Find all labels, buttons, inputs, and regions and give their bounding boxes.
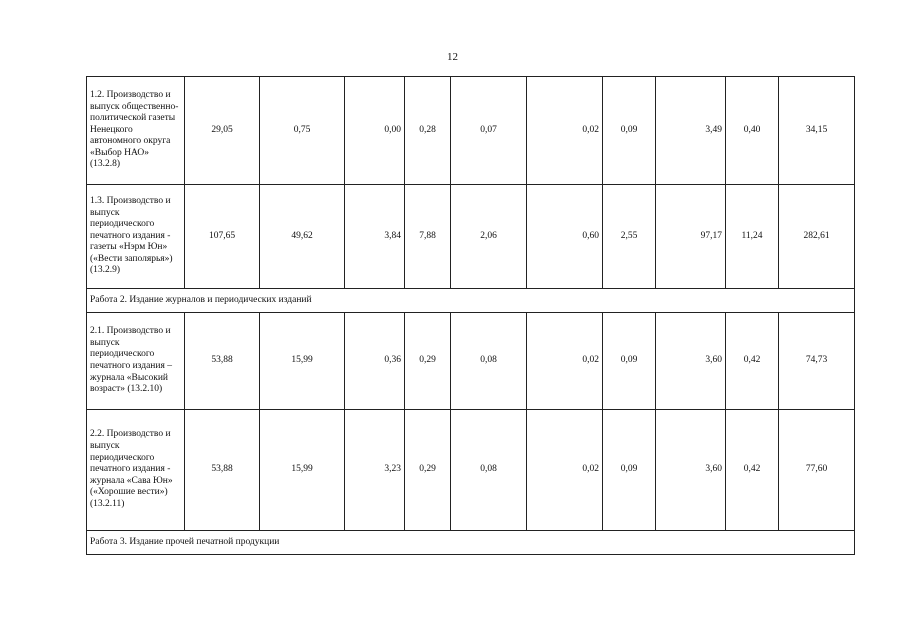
row-label: 2.1. Производство и выпуск периодического печатного издания – журнала «Высокий возраст» (13.2.10) — [87, 313, 185, 410]
value-cell: 0,60 — [527, 185, 603, 289]
table-row — [87, 185, 855, 289]
section-heading: Работа 2. Издание журналов и периодических изданий — [87, 289, 855, 313]
value-cell: 0,42 — [726, 313, 779, 410]
cost-table — [86, 76, 855, 555]
value-cell: 0,40 — [726, 77, 779, 185]
value-cell: 11,24 — [726, 185, 779, 289]
row-label: 1.2. Производство и выпуск общественно-политической газеты Ненецкого автономного округа «Выбор НАО» (13.2.8) — [87, 77, 185, 185]
value-cell: 77,60 — [779, 410, 855, 531]
value-cell: 29,05 — [185, 77, 260, 185]
value-cell: 0,42 — [726, 410, 779, 531]
table-row — [87, 77, 855, 185]
value-cell: 0,08 — [451, 410, 527, 531]
value-cell: 0,29 — [405, 410, 451, 531]
value-cell: 282,61 — [779, 185, 855, 289]
table-row — [87, 410, 855, 531]
page-number: 12 — [447, 51, 458, 63]
value-cell: 0,08 — [451, 313, 527, 410]
value-cell: 53,88 — [185, 410, 260, 531]
value-cell: 3,23 — [345, 410, 405, 531]
section-row — [87, 531, 855, 555]
value-cell: 0,02 — [527, 410, 603, 531]
value-cell: 34,15 — [779, 77, 855, 185]
value-cell: 0,36 — [345, 313, 405, 410]
value-cell: 0,02 — [527, 77, 603, 185]
value-cell: 3,60 — [656, 410, 726, 531]
value-cell: 15,99 — [260, 313, 345, 410]
value-cell: 0,75 — [260, 77, 345, 185]
row-label: 2.2. Производство и выпуск периодического печатного издания - журнала «Сава Юн» («Хорошие вести») (13.2.11) — [87, 410, 185, 531]
value-cell: 2,06 — [451, 185, 527, 289]
value-cell: 0,09 — [603, 77, 656, 185]
value-cell: 3,49 — [656, 77, 726, 185]
section-heading: Работа 3. Издание прочей печатной продукции — [87, 531, 855, 555]
value-cell: 49,62 — [260, 185, 345, 289]
value-cell: 0,09 — [603, 313, 656, 410]
value-cell: 3,84 — [345, 185, 405, 289]
value-cell: 7,88 — [405, 185, 451, 289]
value-cell: 2,55 — [603, 185, 656, 289]
value-cell: 0,28 — [405, 77, 451, 185]
value-cell: 97,17 — [656, 185, 726, 289]
value-cell: 0,02 — [527, 313, 603, 410]
value-cell: 15,99 — [260, 410, 345, 531]
section-row — [87, 289, 855, 313]
table-row — [87, 313, 855, 410]
row-label: 1.3. Производство и выпуск периодического печатного издания - газеты «Нэрм Юн» («Вести заполярья») (13.2.9) — [87, 185, 185, 289]
value-cell: 0,07 — [451, 77, 527, 185]
value-cell: 3,60 — [656, 313, 726, 410]
value-cell: 107,65 — [185, 185, 260, 289]
value-cell: 53,88 — [185, 313, 260, 410]
value-cell: 74,73 — [779, 313, 855, 410]
value-cell: 0,00 — [345, 77, 405, 185]
value-cell: 0,29 — [405, 313, 451, 410]
value-cell: 0,09 — [603, 410, 656, 531]
